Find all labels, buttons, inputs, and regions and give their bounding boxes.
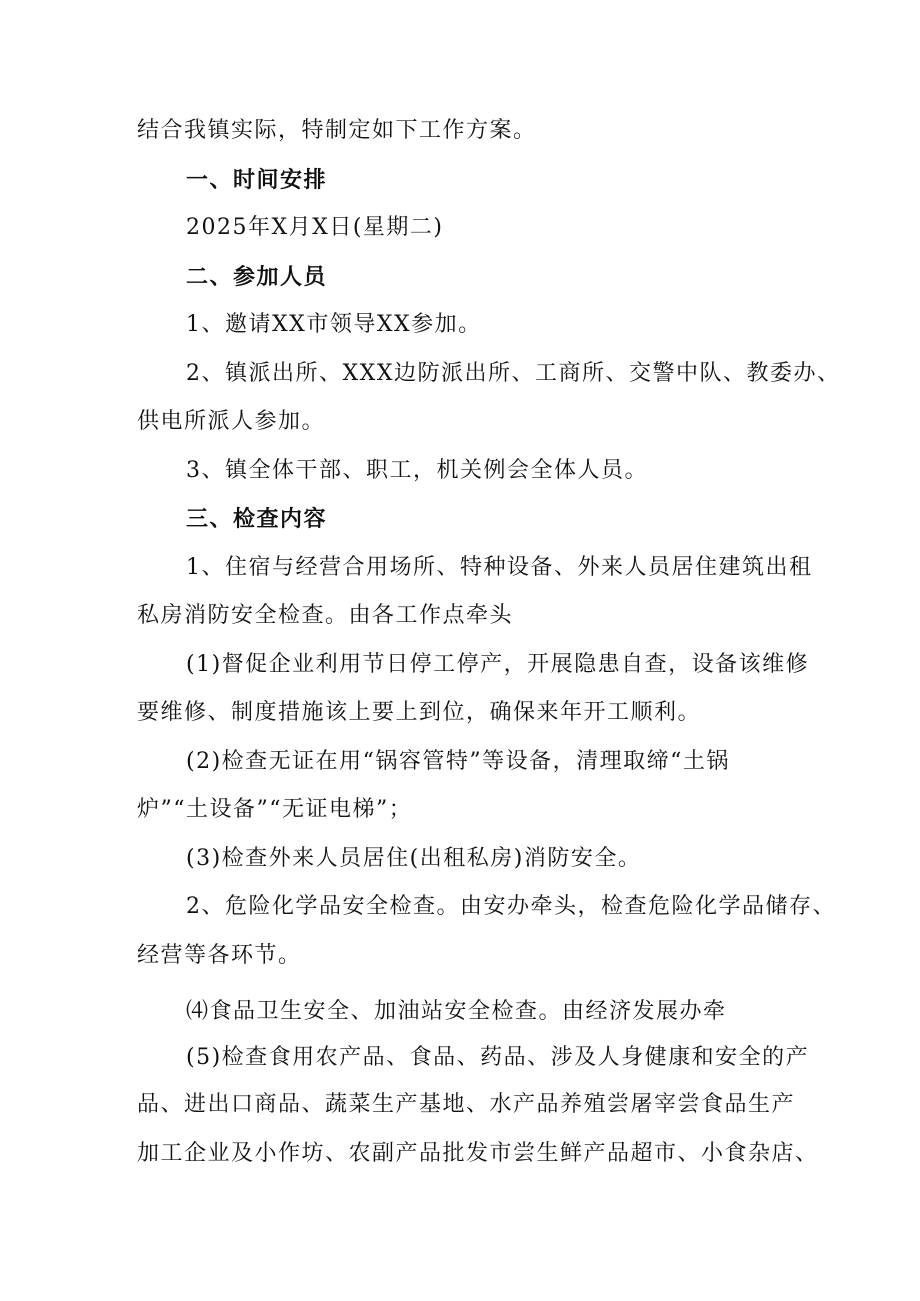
- body-line-participant-1: 1、邀请XX市领导XX参加。: [186, 312, 482, 337]
- section-heading-inspection: 三、检查内容: [186, 506, 328, 532]
- body-line-intro: 结合我镇实际，特制定如下工作方案。: [137, 118, 537, 143]
- body-line-participant-2: 2、镇派出所、XXX边防派出所、工商所、交警中队、教委办、: [186, 361, 841, 386]
- body-line-subitem-1: (1)督促企业利用节日停工停产，开展隐患自查，设备该维修: [186, 652, 810, 677]
- body-line-item-1: 1、住宿与经营合用场所、特种设备、外来人员居住建筑出租: [186, 555, 813, 580]
- body-line-participant-3: 3、镇全体干部、职工，机关例会全体人员。: [186, 458, 648, 483]
- body-line-subitem-4: ⑷食品卫生安全、加油站安全检查。由经济发展办牵: [186, 999, 727, 1024]
- body-line-item-2: 2、危险化学品安全检查。由安办牵头，检查危险化学品储存、: [186, 894, 836, 919]
- body-line-item-2-cont: 经营等各环节。: [137, 943, 302, 968]
- body-line-subitem-2: (2)检查无证在用“锅容管特”等设备，清理取缔“土锅: [186, 749, 730, 774]
- body-line-subitem-1-cont: 要维修、制度措施该上要上到位，确保来年开工顺利。: [137, 700, 702, 725]
- body-line-subitem-3: (3)检查外来人员居住(出租私房)消防安全。: [186, 846, 642, 871]
- body-line-subitem-5-cont: 品、进出口商品、蔬菜生产基地、水产品养殖尝屠宰尝食品生产: [137, 1092, 796, 1117]
- body-line-item-1-cont: 私房消防安全检查。由各工作点牵头: [137, 603, 514, 628]
- body-line-subitem-5: (5)检查食用农产品、食品、药品、涉及人身健康和安全的产: [186, 1045, 810, 1070]
- section-heading-schedule: 一、时间安排: [186, 167, 328, 193]
- body-line-subitem-2-cont: 炉”“土设备”“无证电梯”；: [137, 797, 413, 822]
- section-heading-participants: 二、参加人员: [186, 264, 328, 290]
- body-line-date: 2025年X月X日(星期二): [186, 215, 444, 240]
- body-line-participant-2-cont: 供电所派人参加。: [137, 409, 326, 434]
- body-line-subitem-5-cont2: 加工企业及小作坊、农副产品批发市尝生鲜产品超市、小食杂店、: [137, 1141, 819, 1166]
